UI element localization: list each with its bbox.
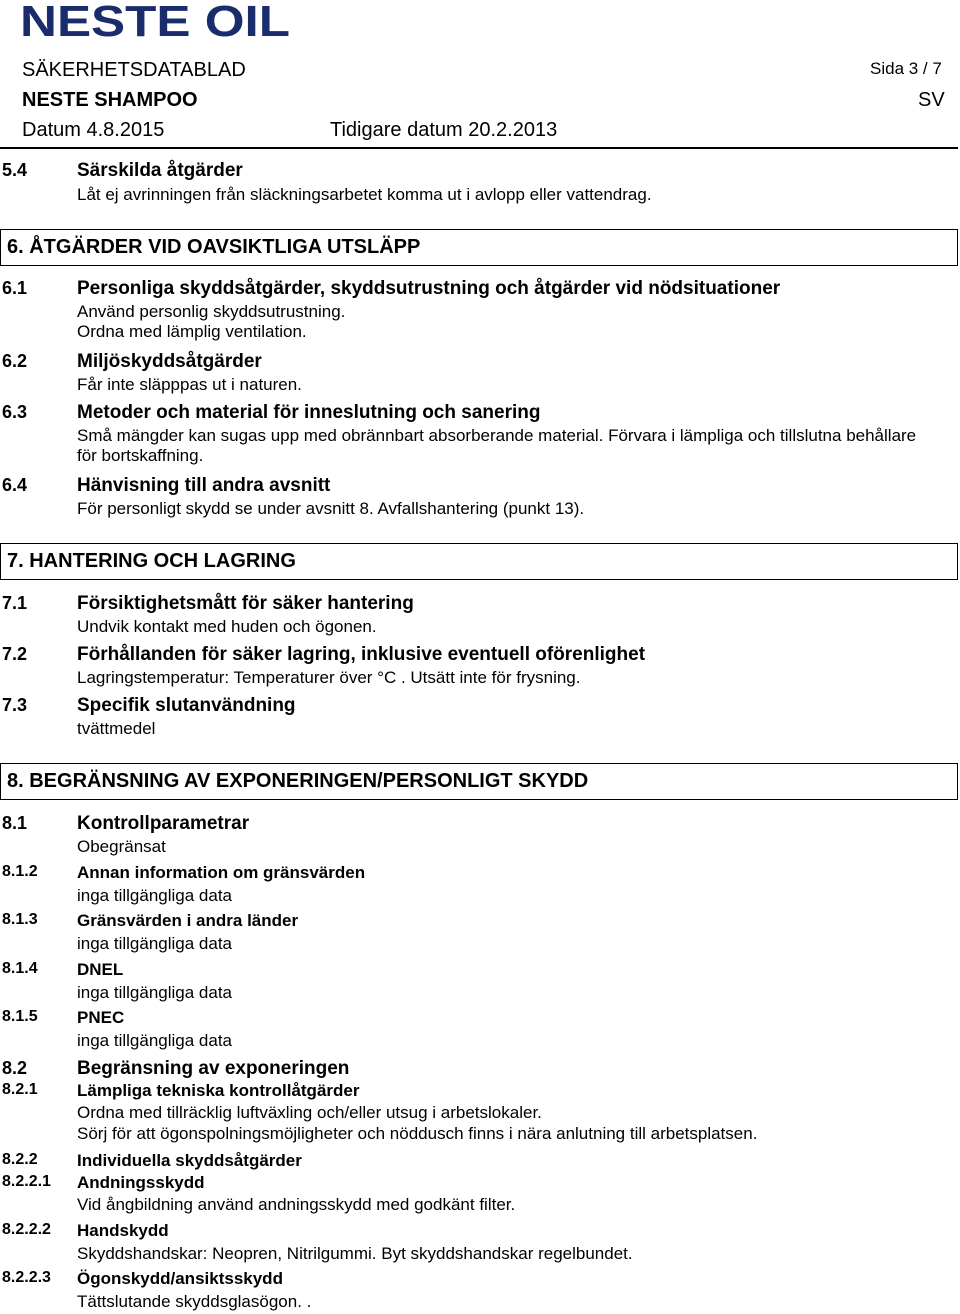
- section-title: Kontrollparametrar: [77, 813, 250, 834]
- section-number: 6.3: [2, 402, 28, 422]
- language-code: SV: [918, 89, 945, 111]
- section-number: 6.1: [2, 278, 28, 298]
- section-title: Lämpliga tekniska kontrollåtgärder: [77, 1081, 360, 1100]
- product-name: NESTE SHAMPOO: [22, 89, 198, 111]
- section-title: Metoder och material för inneslutning och sanering: [77, 402, 541, 423]
- section-number: 7.2: [2, 644, 28, 664]
- section-title: DNEL: [77, 960, 124, 979]
- page-number: Sida 3 / 7: [870, 59, 942, 78]
- section-6-heading: 6. ÅTGÄRDER VID OAVSIKTLIGA UTSLÄPP: [0, 229, 958, 266]
- document-date: Datum 4.8.2015: [22, 119, 165, 141]
- section-text: Sörj för att ögonspolningsmöjligheter och nöddusch finns i nära anlutning till arbetsplatsen.: [77, 1124, 758, 1143]
- section-7-heading: 7. HANTERING OCH LAGRING: [0, 543, 958, 580]
- section-number: 8.2.2.2: [2, 1221, 51, 1238]
- section-title: Ögonskydd/ansiktsskydd: [77, 1269, 283, 1288]
- section-title: Gränsvärden i andra länder: [77, 911, 299, 930]
- section-text: Tättslutande skyddsglasögon. .: [77, 1292, 312, 1311]
- section-title: Handskydd: [77, 1221, 169, 1240]
- neste-oil-logo: [20, 2, 292, 40]
- section-text: inga tillgängliga data: [77, 983, 233, 1002]
- section-text: inga tillgängliga data: [77, 886, 233, 905]
- section-text: Undvik kontakt med huden och ögonen.: [77, 617, 377, 636]
- section-text: inga tillgängliga data: [77, 934, 233, 953]
- section-number: 8.1: [2, 813, 28, 833]
- section-number: 8.1.2: [2, 863, 38, 880]
- section-title: Individuella skyddsåtgärder: [77, 1151, 302, 1170]
- section-number: 7.1: [2, 593, 28, 613]
- section-number: 8.2.2: [2, 1151, 38, 1168]
- section-number: 8.2: [2, 1058, 28, 1078]
- section-number: 8.1.4: [2, 960, 38, 977]
- section-text: Ordna med tillräcklig luftväxling och/eller utsug i arbetslokaler.: [77, 1103, 542, 1122]
- section-title: Försiktighetsmått för säker hantering: [77, 593, 414, 614]
- section-number: 8.2.2.1: [2, 1173, 51, 1190]
- section-number: 8.1.3: [2, 911, 38, 928]
- section-title: Hänvisning till andra avsnitt: [77, 475, 331, 496]
- section-title: Särskilda åtgärder: [77, 160, 243, 181]
- document-type: SÄKERHETSDATABLAD: [22, 59, 246, 81]
- section-number: 7.3: [2, 695, 28, 715]
- section-title: Annan information om gränsvärden: [77, 863, 366, 882]
- section-text: inga tillgängliga data: [77, 1031, 233, 1050]
- section-text: Använd personlig skyddsutrustning.: [77, 302, 346, 321]
- section-text: Skyddshandskar: Neopren, Nitrilgummi. Byt skyddshandskar regelbundet.: [77, 1244, 633, 1263]
- section-number: 8.2.2.3: [2, 1269, 51, 1286]
- header-divider: [0, 147, 958, 149]
- section-text: Obegränsat: [77, 837, 166, 856]
- section-title: Andningsskydd: [77, 1173, 205, 1192]
- section-title: Begränsning av exponeringen: [77, 1058, 350, 1079]
- section-text: För personligt skydd se under avsnitt 8. Avfallshantering (punkt 13).: [77, 499, 585, 518]
- section-number: 6.2: [2, 351, 28, 371]
- section-number: 8.2.1: [2, 1081, 38, 1098]
- section-title: Personliga skyddsåtgärder, skyddsutrustning och åtgärder vid nödsituationer: [77, 278, 781, 299]
- section-text: tvättmedel: [77, 719, 156, 738]
- section-text: Ordna med lämplig ventilation.: [77, 322, 307, 341]
- section-8-heading: 8. BEGRÄNSNING AV EXPONERINGEN/PERSONLIGT SKYDD: [0, 763, 958, 800]
- previous-date: Tidigare datum 20.2.2013: [330, 119, 558, 141]
- section-text: Små mängder kan sugas upp med obrännbart absorberande material. Förvara i lämpliga och tillslutna behållare: [77, 426, 917, 445]
- section-title: Specifik slutanvändning: [77, 695, 296, 716]
- section-text: Lagringstemperatur: Temperaturer över °C . Utsätt inte för frysning.: [77, 668, 581, 687]
- section-title: Miljöskyddsåtgärder: [77, 351, 262, 372]
- section-title: PNEC: [77, 1008, 125, 1027]
- section-number: 8.1.5: [2, 1008, 38, 1025]
- section-text: för bortskaffning.: [77, 446, 204, 465]
- section-text: Vid ångbildning använd andningsskydd med godkänt filter.: [77, 1195, 516, 1214]
- section-number: 6.4: [2, 475, 28, 495]
- section-text: Låt ej avrinningen från släckningsarbetet komma ut i avlopp eller vattendrag.: [77, 185, 652, 204]
- logo-text: NESTE OIL: [20, 2, 290, 40]
- section-title: Förhållanden för säker lagring, inklusive eventuell oförenlighet: [77, 644, 646, 665]
- section-text: Får inte släpppas ut i naturen.: [77, 375, 302, 394]
- section-number: 5.4: [2, 160, 28, 180]
